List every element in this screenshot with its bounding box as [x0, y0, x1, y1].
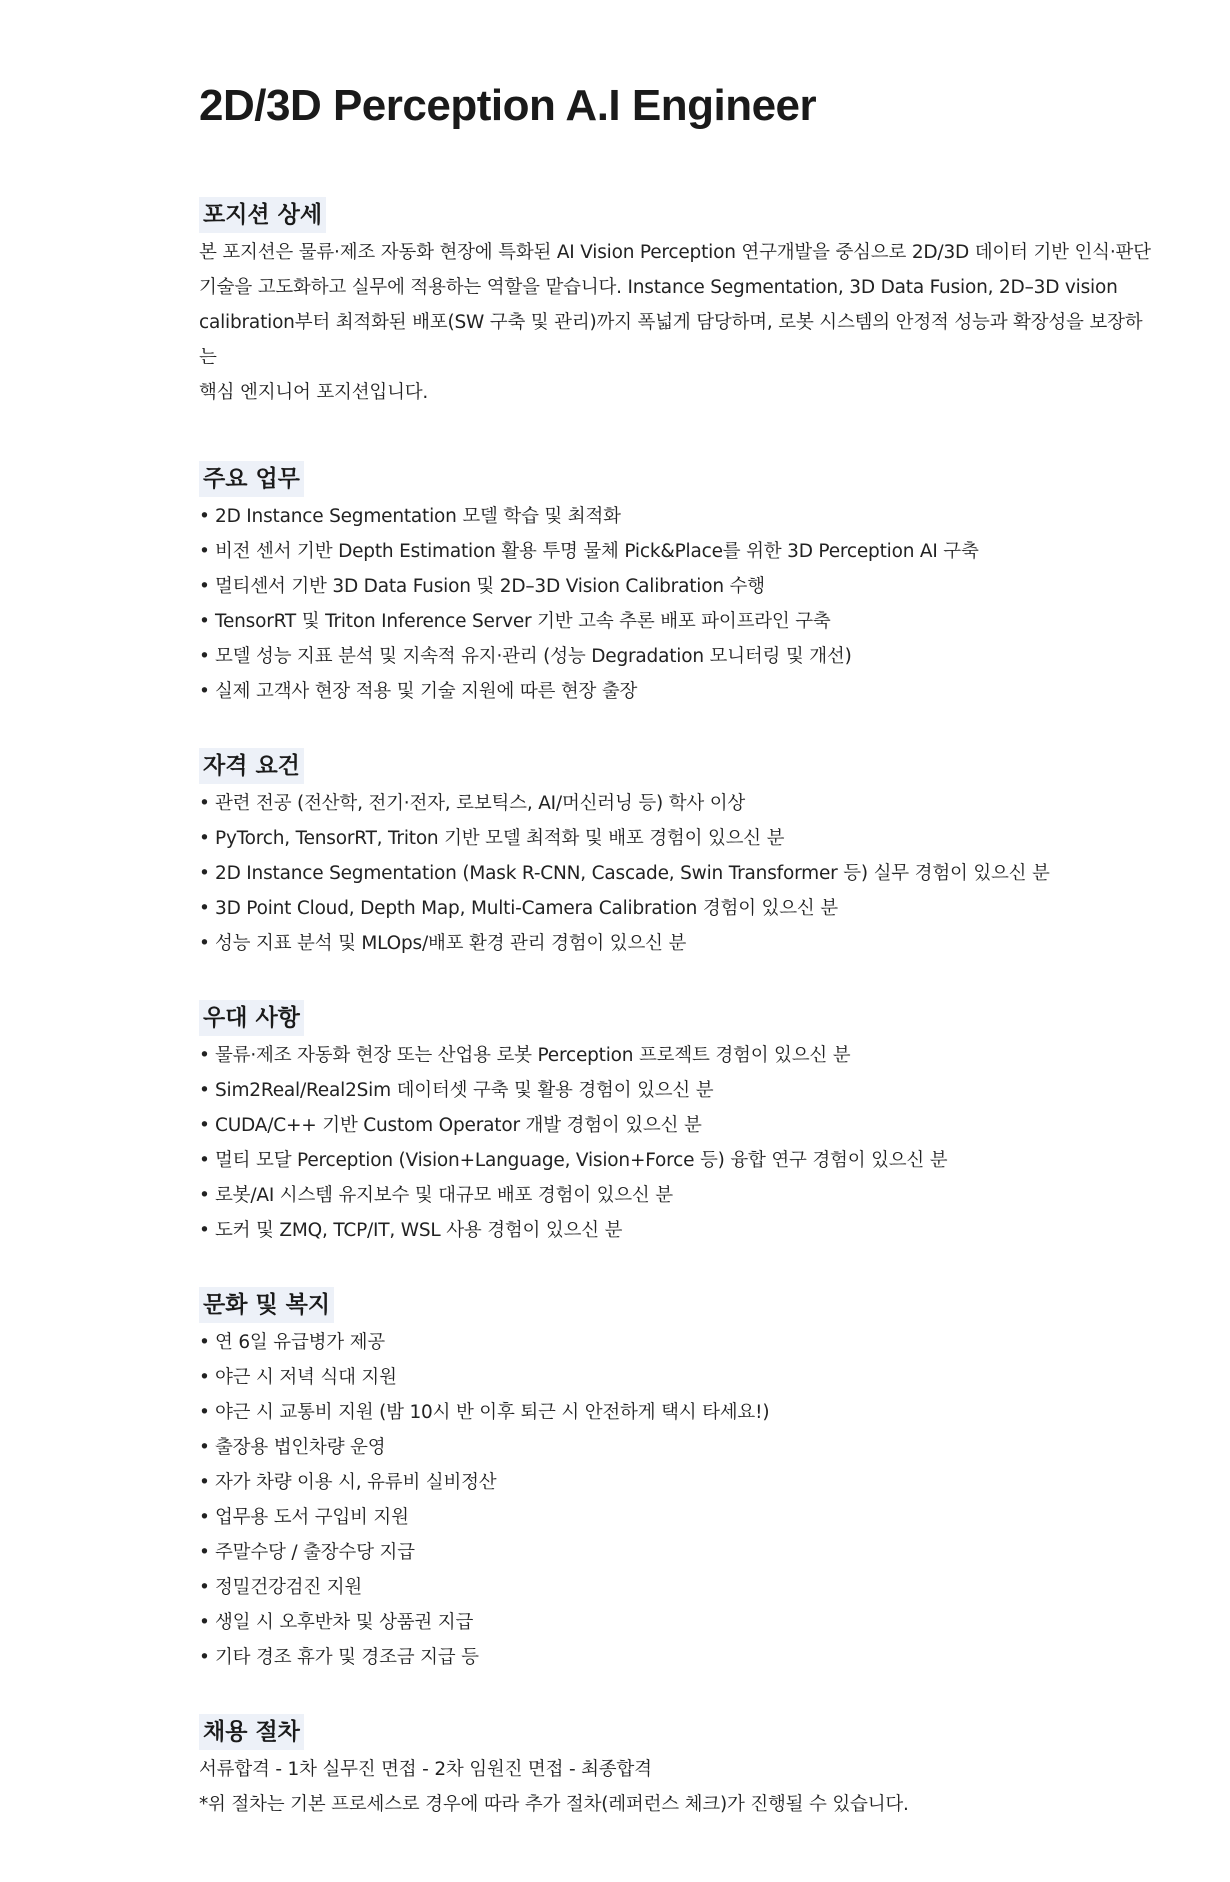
list-item	[199, 1143, 1159, 1178]
position-detail-line: calibration부터 최적화된 배포(SW 구축 및 관리)까지 폭넓게 담당하며, 로봇 시스템의 안정적 성능과 확장성을 보장하는	[199, 312, 1143, 368]
list-item-text: TensorRT 및 Triton Inference Server 기반 고속 추론 배포 파이프라인 구축	[215, 611, 831, 632]
bullet-icon: •	[199, 1507, 210, 1528]
bullet-icon: •	[199, 611, 210, 632]
section-process	[199, 1714, 1159, 1822]
section-benefits	[199, 1287, 1159, 1675]
list-item-text: 모델 성능 지표 분석 및 지속적 유지·관리 (성능 Degradation 모니터링 및 개선)	[215, 646, 852, 667]
list-item-text: 2D Instance Segmentation (Mask R-CNN, Cascade, Swin Transformer 등) 실무 경험이 있으신 분	[215, 863, 1050, 884]
list-item	[199, 604, 1159, 639]
list-item	[199, 1178, 1159, 1213]
list-item	[199, 1430, 1159, 1465]
preferred-list	[199, 1038, 1159, 1248]
list-item	[199, 569, 1159, 604]
list-item-text: 관련 전공 (전산학, 전기·전자, 로보틱스, AI/머신러닝 등) 학사 이상	[215, 793, 746, 814]
list-item-text: 멀티센서 기반 3D Data Fusion 및 2D–3D Vision Calibration 수행	[215, 576, 765, 597]
list-item-text: CUDA/C++ 기반 Custom Operator 개발 경험이 있으신 분	[215, 1115, 702, 1136]
page-title: 2D/3D Perception A.I Engineer	[199, 81, 817, 130]
list-item	[199, 1535, 1159, 1570]
section-heading-requirements: 자격 요건	[199, 748, 304, 784]
list-item-text: 정밀건강검진 지원	[215, 1577, 363, 1598]
list-item	[199, 639, 1159, 674]
section-heading-preferred: 우대 사항	[199, 1000, 304, 1036]
section-requirements	[199, 748, 1159, 961]
list-item-text: 업무용 도서 구입비 지원	[215, 1507, 409, 1528]
bullet-icon: •	[199, 1367, 210, 1388]
requirements-list	[199, 786, 1159, 961]
list-item	[199, 891, 1159, 926]
bullet-icon: •	[199, 1220, 210, 1241]
list-item-text: 도커 및 ZMQ, TCP/IT, WSL 사용 경험이 있으신 분	[215, 1220, 623, 1241]
list-item-text: 생일 시 오후반차 및 상품권 지급	[215, 1612, 474, 1633]
list-item-text: Sim2Real/Real2Sim 데이터셋 구축 및 활용 경험이 있으신 분	[215, 1080, 714, 1101]
list-item	[199, 1108, 1159, 1143]
bullet-icon: •	[199, 793, 210, 814]
list-item	[199, 499, 1159, 534]
list-item-text: 성능 지표 분석 및 MLOps/배포 환경 관리 경험이 있으신 분	[215, 933, 687, 954]
section-heading-benefits: 문화 및 복지	[199, 1287, 334, 1323]
list-item	[199, 1570, 1159, 1605]
list-item	[199, 1640, 1159, 1675]
list-item-text: 로봇/AI 시스템 유지보수 및 대규모 배포 경험이 있으신 분	[215, 1185, 673, 1206]
list-item-text: 기타 경조 휴가 및 경조금 지급 등	[215, 1647, 479, 1668]
bullet-icon: •	[199, 1185, 210, 1206]
list-item	[199, 1038, 1159, 1073]
list-item	[199, 1360, 1159, 1395]
list-item-text: 야근 시 교통비 지원 (밤 10시 반 이후 퇴근 시 안전하게 택시 타세요!)	[215, 1402, 770, 1423]
list-item	[199, 1395, 1159, 1430]
position-detail-line: 기술을 고도화하고 실무에 적용하는 역할을 맡습니다. Instance Segmentation, 3D Data Fusion, 2D–3D vision	[199, 277, 1118, 298]
bullet-icon: •	[199, 1080, 210, 1101]
list-item	[199, 1605, 1159, 1640]
bullet-icon: •	[199, 933, 210, 954]
bullet-icon: •	[199, 1150, 210, 1171]
section-heading-process: 채용 절차	[199, 1714, 304, 1750]
list-item-text: 자가 차량 이용 시, 유류비 실비정산	[215, 1472, 497, 1493]
bullet-icon: •	[199, 1647, 210, 1668]
section-position-detail	[199, 197, 1159, 410]
list-item	[199, 1465, 1159, 1500]
bullet-icon: •	[199, 1472, 210, 1493]
list-item	[199, 1325, 1159, 1360]
bullet-icon: •	[199, 1045, 210, 1066]
list-item-text: 출장용 법인차량 운영	[215, 1437, 386, 1458]
bullet-icon: •	[199, 828, 210, 849]
bullet-icon: •	[199, 681, 210, 702]
bullet-icon: •	[199, 1115, 210, 1136]
position-detail-line: 핵심 엔지니어 포지션입니다.	[199, 382, 429, 403]
list-item-text: 야근 시 저녁 식대 지원	[215, 1367, 397, 1388]
bullet-icon: •	[199, 1437, 210, 1458]
bullet-icon: •	[199, 506, 210, 527]
list-item-text: 주말수당 / 출장수당 지급	[215, 1542, 415, 1563]
process-steps: 서류합격 - 1차 실무진 면접 - 2차 임원진 면접 - 최종합격	[199, 1759, 652, 1780]
list-item	[199, 786, 1159, 821]
position-detail-text	[199, 235, 1159, 410]
list-item-text: 멀티 모달 Perception (Vision+Language, Vision+Force 등) 융합 연구 경험이 있으신 분	[215, 1150, 948, 1171]
list-item	[199, 1213, 1159, 1248]
list-item-text: 실제 고객사 현장 적용 및 기술 지원에 따른 현장 출장	[215, 681, 638, 702]
section-heading-position-detail: 포지션 상세	[199, 197, 326, 233]
bullet-icon: •	[199, 1402, 210, 1423]
job-posting-content	[199, 78, 1159, 1822]
bullet-icon: •	[199, 863, 210, 884]
list-item-text: 물류·제조 자동화 현장 또는 산업용 로봇 Perception 프로젝트 경험이 있으신 분	[215, 1045, 851, 1066]
bullet-icon: •	[199, 646, 210, 667]
list-item-text: 연 6일 유급병가 제공	[215, 1332, 385, 1353]
benefits-list	[199, 1325, 1159, 1675]
bullet-icon: •	[199, 1612, 210, 1633]
bullet-icon: •	[199, 541, 210, 562]
section-preferred	[199, 1000, 1159, 1248]
list-item-text: 비전 센서 기반 Depth Estimation 활용 투명 물체 Pick&Place를 위한 3D Perception AI 구축	[215, 541, 979, 562]
list-item	[199, 674, 1159, 709]
duties-list	[199, 499, 1159, 709]
process-note: *위 절차는 기본 프로세스로 경우에 따라 추가 절차(레퍼런스 체크)가 진행될 수 있습니다.	[199, 1794, 909, 1815]
bullet-icon: •	[199, 1332, 210, 1353]
list-item-text: 2D Instance Segmentation 모델 학습 및 최적화	[215, 506, 621, 527]
list-item-text: PyTorch, TensorRT, Triton 기반 모델 최적화 및 배포 경험이 있으신 분	[215, 828, 785, 849]
section-heading-duties: 주요 업무	[199, 461, 304, 497]
bullet-icon: •	[199, 1577, 210, 1598]
list-item	[199, 1500, 1159, 1535]
list-item-text: 3D Point Cloud, Depth Map, Multi-Camera Calibration 경험이 있으신 분	[215, 898, 838, 919]
list-item	[199, 926, 1159, 961]
position-detail-line: 본 포지션은 물류·제조 자동화 현장에 특화된 AI Vision Perception 연구개발을 중심으로 2D/3D 데이터 기반 인식·판단	[199, 242, 1151, 263]
section-duties	[199, 461, 1159, 709]
bullet-icon: •	[199, 1542, 210, 1563]
bullet-icon: •	[199, 898, 210, 919]
list-item	[199, 856, 1159, 891]
process-text	[199, 1752, 1159, 1822]
bullet-icon: •	[199, 576, 210, 597]
list-item	[199, 534, 1159, 569]
list-item	[199, 1073, 1159, 1108]
list-item	[199, 821, 1159, 856]
